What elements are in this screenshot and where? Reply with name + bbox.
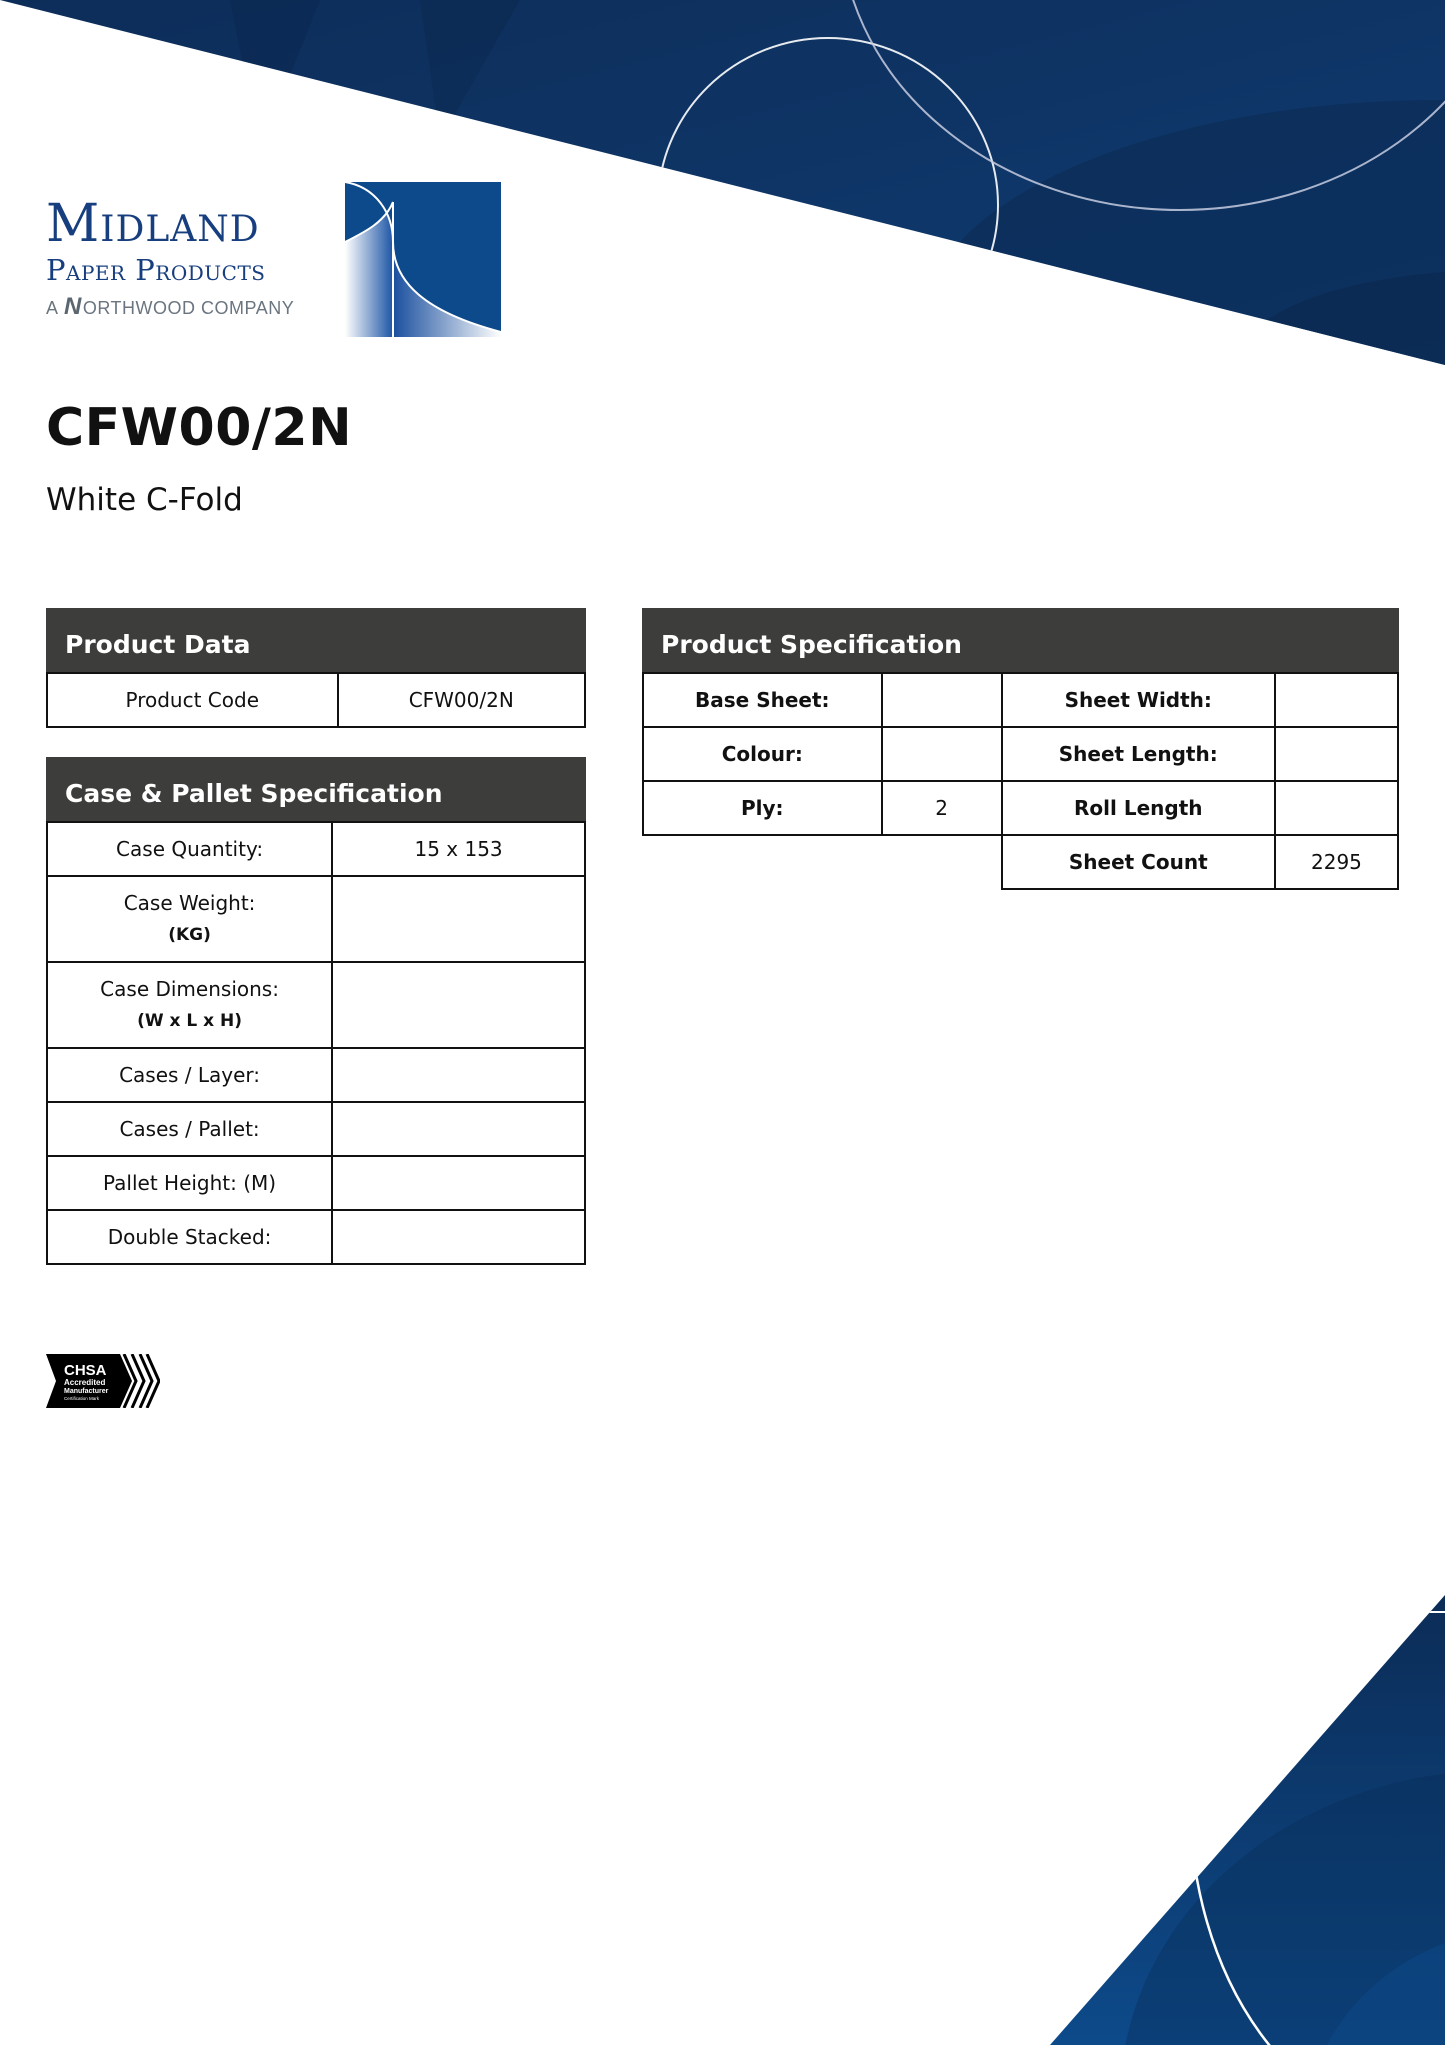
cases-per-layer-value	[332, 1048, 585, 1102]
double-stacked-value	[332, 1210, 585, 1264]
sheet-length-label: Sheet Length:	[1002, 727, 1275, 781]
roll-length-label: Roll Length	[1002, 781, 1275, 835]
product-spec-panel	[642, 608, 1399, 890]
table-row	[47, 1156, 585, 1210]
table-row	[47, 1102, 585, 1156]
logo-northwood-prefix: A	[46, 298, 58, 318]
case-pallet-panel	[46, 757, 586, 1265]
bottom-corner-shape	[1000, 1470, 1445, 2045]
case-quantity-label: Case Quantity:	[47, 822, 332, 876]
sheet-width-label: Sheet Width:	[1002, 673, 1275, 727]
logo-midland: Midland	[46, 194, 260, 254]
empty-cell	[643, 835, 882, 889]
colour-label: Colour:	[643, 727, 882, 781]
badge-accredited-text: Accredited	[64, 1378, 106, 1387]
pallet-height-label: Pallet Height: (M)	[47, 1156, 332, 1210]
case-pallet-heading: Case & Pallet Specification	[46, 757, 586, 821]
cases-per-pallet-label: Cases / Pallet:	[47, 1102, 332, 1156]
case-dimensions-value	[332, 962, 585, 1048]
company-logo	[46, 182, 501, 337]
sheet-count-value: 2295	[1275, 835, 1398, 889]
product-title: CFW00/2N	[46, 398, 353, 458]
table-row	[47, 1210, 585, 1264]
product-subtitle: White C-Fold	[46, 482, 243, 518]
table-row	[47, 1048, 585, 1102]
product-data-panel	[46, 608, 586, 728]
colour-value	[882, 727, 1002, 781]
logo-paper-products: Paper Products	[46, 253, 266, 287]
case-weight-label: Case Weight:	[123, 891, 256, 915]
sheet-width-value	[1275, 673, 1398, 727]
product-code-label: Product Code	[47, 673, 338, 727]
product-code-value: CFW00/2N	[338, 673, 585, 727]
logo-northwood	[46, 294, 294, 321]
case-dimensions-unit: (W x L x H)	[137, 1011, 243, 1031]
logo-northwood-rest: ORTHWOOD COMPANY	[82, 298, 295, 318]
table-row	[643, 781, 1398, 835]
logo-wordmark	[46, 194, 295, 321]
ply-label: Ply:	[643, 781, 882, 835]
table-row	[643, 727, 1398, 781]
base-sheet-value	[882, 673, 1002, 727]
table-row	[643, 673, 1398, 727]
chsa-accreditation-badge-icon	[46, 1354, 160, 1408]
badge-manufacturer-text: Manufacturer	[64, 1388, 109, 1395]
case-weight-value	[332, 876, 585, 962]
case-pallet-table	[46, 821, 586, 1265]
pallet-height-value	[332, 1156, 585, 1210]
sheet-length-value	[1275, 727, 1398, 781]
empty-cell	[882, 835, 1002, 889]
roll-length-value	[1275, 781, 1398, 835]
table-row	[47, 822, 585, 876]
case-weight-label-cell	[47, 876, 332, 962]
sheet-count-label: Sheet Count	[1002, 835, 1275, 889]
product-data-table	[46, 672, 586, 728]
product-spec-table	[642, 672, 1399, 890]
cases-per-layer-label: Cases / Layer:	[47, 1048, 332, 1102]
case-dimensions-label: Case Dimensions:	[100, 977, 279, 1001]
double-stacked-label: Double Stacked:	[47, 1210, 332, 1264]
table-row	[47, 962, 585, 1048]
case-dimensions-label-cell	[47, 962, 332, 1048]
case-quantity-value: 15 x 153	[332, 822, 585, 876]
product-spec-heading: Product Specification	[642, 608, 1399, 672]
badge-certification-text: Certification Mark	[64, 1396, 100, 1401]
northwood-n-icon: N	[64, 293, 82, 320]
table-row	[643, 835, 1398, 889]
ply-value: 2	[882, 781, 1002, 835]
cases-per-pallet-value	[332, 1102, 585, 1156]
table-row	[47, 673, 585, 727]
case-weight-unit: (KG)	[168, 925, 211, 945]
badge-chsa-text: CHSA	[64, 1362, 107, 1379]
paper-roll-logo-icon	[345, 182, 501, 337]
product-data-heading: Product Data	[46, 608, 586, 672]
table-row	[47, 876, 585, 962]
base-sheet-label: Base Sheet:	[643, 673, 882, 727]
